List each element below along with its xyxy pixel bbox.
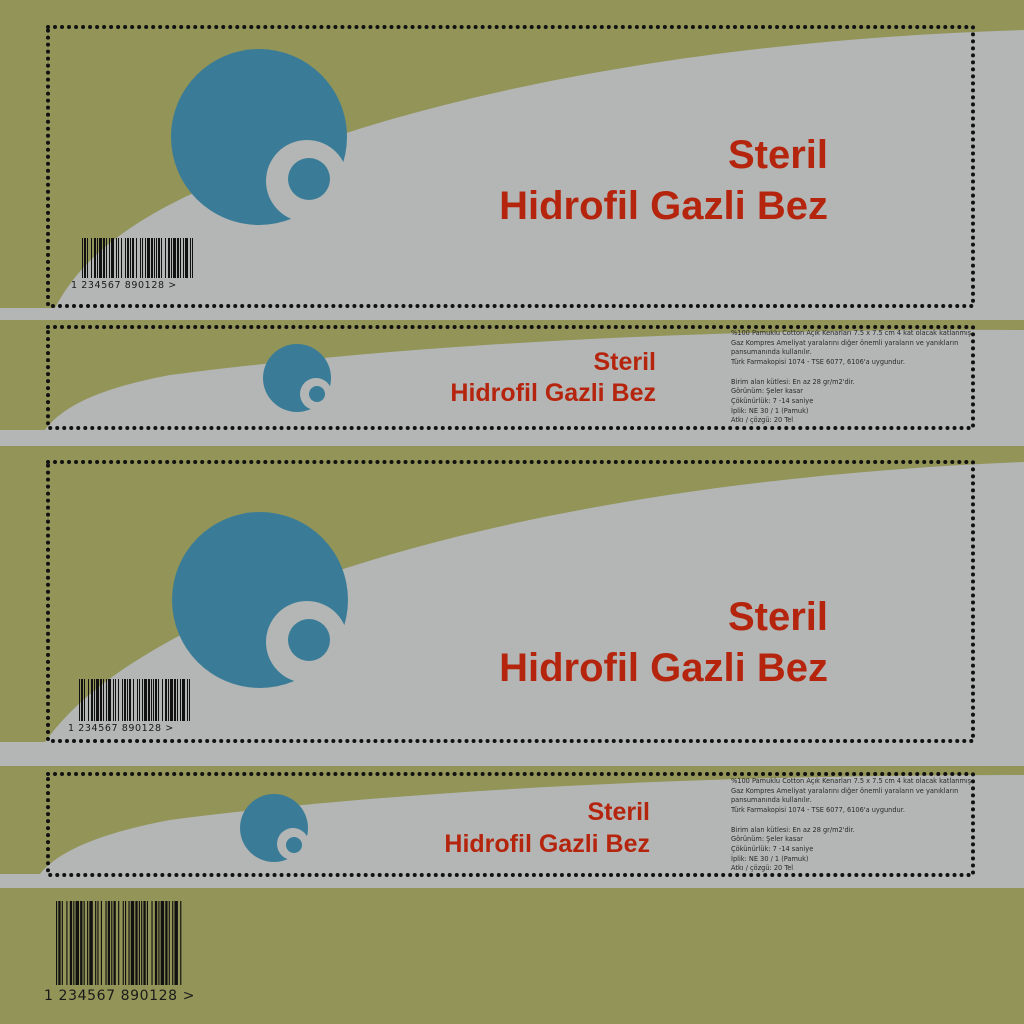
barcode-bar: [174, 679, 176, 721]
barcode-bar: [129, 679, 131, 721]
barcode-bar: [118, 679, 119, 721]
barcode-bar: [144, 679, 147, 721]
logo-1: [171, 49, 348, 225]
barcode-bar: [187, 679, 188, 721]
barcode-bar: [148, 679, 150, 721]
barcode-bar: [88, 679, 89, 721]
barcode-bar: [180, 901, 181, 985]
barcode-bar: [142, 238, 143, 278]
barcode-bar: [161, 238, 162, 278]
barcode-bar: [156, 238, 157, 278]
barcode-bar: [165, 901, 167, 985]
barcode-bar: [56, 901, 57, 985]
barcode-bar: [125, 238, 126, 278]
barcode-bar: [76, 901, 79, 985]
barcode-bar: [97, 238, 98, 278]
barcode-bar: [158, 901, 159, 985]
barcode-bar: [165, 679, 167, 721]
barcode-3-number: 1 234567 890128 >: [68, 723, 174, 734]
barcode-bar: [127, 679, 128, 721]
barcode-bar: [114, 901, 116, 985]
barcode-bar: [177, 238, 179, 278]
barcode-bar: [161, 901, 164, 985]
barcode-bar: [189, 679, 190, 721]
barcode-bar: [80, 901, 82, 985]
barcode-bar: [106, 679, 107, 721]
barcode-bar: [73, 901, 74, 985]
barcode-bar: [174, 901, 177, 985]
panel-1-swoosh: [0, 30, 1024, 320]
barcode-bar: [147, 238, 150, 278]
barcode-bar: [113, 679, 114, 721]
barcode-bar: [87, 238, 88, 278]
barcode-bar: [105, 901, 106, 985]
barcode-bar: [96, 679, 99, 721]
barcode-bar: [147, 901, 148, 985]
barcode-bar: [143, 901, 145, 985]
barcode-bar: [103, 238, 105, 278]
barcode-bar: [89, 901, 92, 985]
barcode-bar: [190, 238, 191, 278]
barcode-bar: [79, 679, 80, 721]
barcode-bar: [169, 901, 170, 985]
barcode-bar: [151, 901, 152, 985]
label-4-title-line2: Hidrofil Gazli Bez: [444, 830, 650, 858]
barcode-bar: [82, 238, 83, 278]
barcode-bar: [192, 238, 193, 278]
footer-barcode-number: 1 234567 890128 >: [44, 988, 196, 1004]
barcode-bar: [177, 679, 178, 721]
barcode-bar: [132, 238, 134, 278]
barcode-bar: [125, 901, 126, 985]
barcode-bar: [91, 238, 92, 278]
barcode-bar: [168, 679, 169, 721]
barcode-3: [56, 901, 181, 985]
barcode-bar: [168, 238, 170, 278]
barcode-bar: [70, 901, 72, 985]
barcode-bar: [183, 238, 184, 278]
barcode-bar: [153, 679, 154, 721]
barcode-bar: [116, 238, 117, 278]
label-1-title-line2: Hidrofil Gazli Bez: [499, 184, 828, 228]
label-3-title-line1: Steril: [727, 595, 828, 639]
barcode-1-number: 1 234567 890128 >: [71, 280, 177, 291]
barcode-bar: [140, 238, 141, 278]
logo-4: [240, 794, 309, 862]
barcode-bar: [122, 679, 123, 721]
barcode-bar: [58, 901, 60, 985]
barcode-bar: [97, 901, 98, 985]
barcode-bar: [135, 901, 137, 985]
barcode-bar: [151, 238, 153, 278]
barcode-bar: [127, 238, 129, 278]
barcode-bar: [108, 901, 110, 985]
barcode-bar: [170, 679, 173, 721]
barcode-bar: [155, 679, 157, 721]
barcode-bar: [62, 901, 63, 985]
barcode-bar: [145, 238, 146, 278]
barcode-bar: [118, 901, 119, 985]
barcode-bar: [154, 238, 155, 278]
barcode-bar: [141, 901, 142, 985]
barcode-bar: [158, 679, 159, 721]
barcode-bar: [123, 901, 124, 985]
barcode-bar: [172, 901, 173, 985]
label-1-title-line1: Steril: [727, 133, 828, 177]
barcode-bar: [94, 238, 96, 278]
barcode-bar: [101, 901, 102, 985]
barcode-bar: [94, 679, 95, 721]
barcode-bar: [155, 901, 157, 985]
barcode-bar: [158, 238, 160, 278]
barcode-bar: [130, 238, 131, 278]
barcode-bar: [103, 679, 104, 721]
barcode-bar: [115, 679, 116, 721]
barcode-bar: [84, 238, 86, 278]
barcode-bar: [136, 238, 137, 278]
barcode-bar: [182, 679, 185, 721]
label-4-title-line1: Steril: [587, 798, 650, 826]
barcode-bar: [185, 238, 188, 278]
label-3-title-line2: Hidrofil Gazli Bez: [499, 646, 828, 690]
barcode-bar: [84, 901, 85, 985]
barcode-bar: [131, 901, 134, 985]
barcode-bar: [173, 238, 176, 278]
barcode-bar: [100, 679, 102, 721]
barcode-bar: [84, 679, 85, 721]
barcode-bar: [91, 679, 93, 721]
label-2-title-line1: Steril: [593, 348, 656, 376]
barcode-bar: [108, 679, 111, 721]
barcode-bar: [124, 679, 126, 721]
barcode-bar: [128, 901, 129, 985]
barcode-bar: [99, 238, 102, 278]
logo-3: [172, 512, 348, 688]
barcode-bar: [165, 238, 166, 278]
barcode-bar: [137, 679, 138, 721]
barcode-bar: [171, 238, 172, 278]
barcode-bar: [162, 679, 163, 721]
barcode-bar: [106, 238, 107, 278]
barcode-bar: [180, 238, 181, 278]
barcode-bar: [87, 901, 88, 985]
barcode-bar: [66, 901, 67, 985]
barcode-bar: [121, 238, 122, 278]
barcode-bar: [111, 901, 112, 985]
barcode-bar: [81, 679, 83, 721]
barcode-bar: [118, 238, 119, 278]
label-4-info-text: %100 Pamuklu Cotton Açık Kenarları 7.5 x 7.5 cm 4 kat olacak katlanmış Gaz Kompres Ameliyat yaralarını diğer önemli yaraların ve yanıkların pansumanında kullanılır. Türk Farmakopisi 1074 - TSE 6077, 6106'a uygundur. Birim alan kütlesi: En az 28 gr/m2'dir. Görünüm: Şeler kasar Çökünürlük: 7 -14 saniye İplik: NE 30 / 1 (Pamuk) Atkı / çözgü: 20 Tel: [731, 777, 972, 873]
barcode-bar: [133, 679, 134, 721]
barcode-bar: [109, 238, 110, 278]
label-2-title-line2: Hidrofil Gazli Bez: [450, 379, 656, 407]
barcode-bar: [95, 901, 96, 985]
barcode-bar: [139, 679, 140, 721]
barcode-bar: [111, 238, 114, 278]
barcode-bar: [139, 901, 140, 985]
barcode-bar: [180, 679, 181, 721]
barcode-bar: [151, 679, 152, 721]
label-2-info-text: %100 Pamuklu Cotton Açık Kenarları 7.5 x 7.5 cm 4 kat olacak katlanmış Gaz Kompres Ameliyat yaralarını diğer önemli yaraların ve yanıkların pansumanında kullanılır. Türk Farmakopisi 1074 - TSE 6077, 6106'a uygundur. Birim alan kütlesi: En az 28 gr/m2'dir. Görünüm: Şeler kasar Çökünürlük: 7 -14 saniye İplik: NE 30 / 1 (Pamuk) Atkı / çözgü: 20 Tel: [731, 329, 972, 425]
barcode-bar: [142, 679, 143, 721]
logo-2: [263, 344, 332, 412]
